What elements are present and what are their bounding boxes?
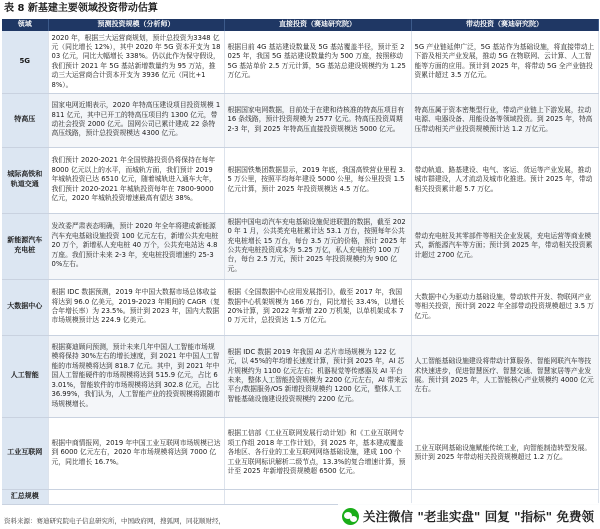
cell-text: 根据目前 4G 基站建设数量及 5G 基站覆盖半径，预计至 2025 年，我国 5G 基站建设数量约为 500 万座，按照移动 5G 基站单价 2.5 万元计算，5G 基站总建设规模约为 1.25 万亿元。	[227, 42, 406, 80]
table-row	[2, 31, 598, 93]
cell-text: 人工智能基础设施建设将带动计算服务、智能网联汽车等技术快速进步，促进智慧医疗、智慧交通、智慧家居等产业发展。预计到 2025 年，人工智能核心产业规模约 4000 亿元左右。	[414, 357, 594, 394]
cell-text: 根据国铁集团数据显示，2019 年底，我国高铁营业里程 3.5 万公里，按照平均每年建设 5000 公里，每公里投资 1.5 亿元计算，预计 2025 年投资规模达 4.5 万亿。	[227, 165, 406, 193]
table-row	[2, 279, 598, 335]
cell-text: 5G 产业链延伸广泛，5G 基站作为基础设施，将直接带动上下游及相关产业发展，推动 5G 在物联网、云计算、人工智能等方面的应用。预计到 2025 年，将带动 5G 全产业链投资累计超过 3.5 万亿元。	[414, 42, 595, 80]
table-row	[2, 335, 598, 417]
cell-text: 工业互联网基础设施赋能传统工业，向智能制造转型发展。预计到 2025 年带动相关投资规模超过 1.2 万亿。	[414, 443, 592, 461]
cell-text: 我们预计 2020-2021 年全国铁路投资仍将保持在每年 8000 亿元以上的水平，而城轨方面，我们预计 2019 年城轨投资已达 6510 亿元，随着城轨进入通车大年，我们预计 2020-2021 年城轨投资每年在 7800-9000 亿元，2020 年城轨投资增速最高有望达 38%。	[51, 156, 216, 203]
cell-text: 根据 IDC 数据 2019 年我国 AI 芯片市场规模为 122 亿元，以 45%的年均增长速度计算，预计到 2025 年，AI 芯片规模约为 1100 亿元左右；机器视觉等传感器及 AI 平台未来，整体人工智能投资规模为 2200 亿元左右，AI 带来云平台/数据服务/OS 新增投资规模约 1200 亿元，整体人工智能基础设施建设投资规模约 2200 亿元。	[227, 347, 408, 403]
cell-text	[411, 489, 598, 504]
row-label: 工业互联网	[2, 417, 48, 489]
row-label: 新能源汽车充电桩	[2, 213, 48, 279]
header-direct: 直接投资（赛迪研究院）	[224, 19, 411, 31]
row-label: 大数据中心	[2, 279, 48, 335]
header-domain: 领域	[2, 19, 48, 31]
cell-text: 2020 年，根据三大运营商规划，预计总投资为3348 亿元（同比增长 12%），其中 2020 年 5G 资本开支为 1803 亿元，同比大幅增长 338%。仍以此作为保守假设，我们预计 2021 年 5G 基站新增数量约为 95 万站，推动三大运营商合计资本开支为 3936 亿元（同比+18%）。	[51, 33, 221, 89]
header-driven: 带动投资（赛迪研究院）	[411, 19, 598, 31]
table-header-row	[2, 19, 598, 31]
summary-row	[2, 489, 598, 504]
cell-text	[224, 489, 411, 504]
cell-text: 发改委严肃表态明确，预计 2020 年全年将建成新能源汽车充电基础设施投资 100 亿元左右，新增公共充电桩 20 万个，新增私人充电桩 40 万个，公共充电站达 4.8 万座。我们预计未来 2-3 年，充电桩投资增速约 25-30%左右。	[51, 222, 219, 269]
table-row	[2, 93, 598, 147]
table-title: 表 8 新基建主要领域投资带动估算	[4, 3, 158, 14]
cell-text: 根据赛迪顾问预测，预计未来几年中国人工智能市场规模将保持 30%左右的增长速度，到 2021 年中国人工智能的市场规模将达到 818.7 亿元。其中，到 2021 年中国人工智能硬件的市场规模将达到 515.9 亿元，占比 63.01%，智能软件的市场规模将达到 302.8 亿元，占比 36.99%，我们认为，人工智能产业的投资规模将跟随市场规模增长。	[51, 343, 221, 408]
cell-text: 国家电网近期表示，2020 年特高压建设项目投资规模 1811 亿元，其中已开工的特高压项目约 1300 亿元，带动社会投资 2000 亿元。国网公司已累计建成 22 条特高压线路，预计总投资规模达 4300 亿元。	[51, 101, 221, 138]
table-row	[2, 147, 598, 213]
row-label: 特高压	[2, 93, 48, 147]
cell-text: 根据中商情报网，2019 年中国工业互联网市场规模已达到 6000 亿元左右，2020 年市场规模将达到 7000 亿元，同比增长 16.7%。	[51, 438, 221, 466]
watermark-text: 关注微信 "老韭实盘" 回复 "指标" 免费领	[363, 509, 594, 524]
cell-text: 大数据中心为驱动力基础设施，带动软件开发、物联网产业等相关投资，预计到 2022 年全部带动投资规模超过 3.5 万亿元。	[414, 292, 594, 320]
row-label: 人工智能	[2, 335, 48, 417]
table-row	[2, 417, 598, 489]
cell-text: 带动充电桩及其零部件等相关企业发展，充电运营等商业模式，新能源汽车等方面；预计到 2025 年，带动相关投资累计超过 2700 亿元。	[414, 231, 593, 259]
row-label: 5G	[2, 31, 48, 93]
table-row	[2, 213, 598, 279]
source-note: 资料来源：赛迪研究院电子信息研究所，中国政府网，搜狐网，同花顺财经，	[4, 515, 229, 527]
cell-text: 特高压属于资本密集型行业，带动产业链上下游发展，拉动电源、电器设备、用能设备等领域投资。到 2025 年，特高压带动相关产业投资规模预计达 1.2 万亿元。	[414, 105, 593, 133]
header-forecast: 预测投资规模（分析师）	[48, 19, 224, 31]
cell-text	[48, 489, 224, 504]
cell-text: 根据中国电动汽车充电基础设施促进联盟的数据，截至 2020 年 1 月，公共类充电桩累计达 53.1 万台，按照每年公共充电桩增长 15 万台，每台 3.5 万元的价格，预计 2025 年公共充电桩投资成本为 5.25 万亿，私人充电桩约 100 万台，每台 2.5 万元，预计 2025 年投资规模约为 900 亿元。	[227, 217, 407, 273]
investment-table	[2, 19, 599, 505]
cell-text: 根据国家电网数据，目前处于在建和待核准的特高压项目有 16 条线路，预计投资规模为 2577 亿元。特高压投资周期 2-3 年，到 2025 年特高压直接投资规模达 5000 亿元。	[227, 105, 405, 133]
cell-text: 带动轨道、路基建设、电气、客运、货运等产业发展，推动城市群建设，人才流动及城市化推进。预计 2025 年，带动相关投资累计超 5.7 万亿。	[414, 165, 593, 193]
cell-text: 根据工信部《工业互联网发展行动计划》和《工业互联网专项工作组 2018 年工作计划》，到 2025 年，基本建成覆盖各地区、各行业的工业互联网网络基础设施，建成 100 个工业互联网标识解析二级节点，13.3%的复合增速计算，预计至 2025 年新增投资规模超 6500 亿元。	[227, 429, 406, 476]
cell-text: 根据 IDC 数据预测，2019 年中国大数据市场总体收益将达到 96.0 亿美元，2019-2023 年期间的 CAGR（复合年增长率）为 23.5%。预计到 2023 年，国内大数据市场规模预计达 224.9 亿美元。	[51, 288, 220, 325]
row-label: 汇总规模	[2, 489, 48, 504]
row-label: 城际高铁和轨道交通	[2, 147, 48, 213]
wechat-icon	[342, 508, 359, 525]
watermark-banner	[338, 503, 600, 529]
cell-text: 根据《全国数据中心应用发展指引》，截至 2017 年，我国数据中心机架规模为 166 万台，同比增长 33.4%，以增长 20%计算，到 2022 年新增 220 万机架，以单机架成本 70 万元计，总投资达 1.5 万亿元。	[227, 288, 405, 325]
